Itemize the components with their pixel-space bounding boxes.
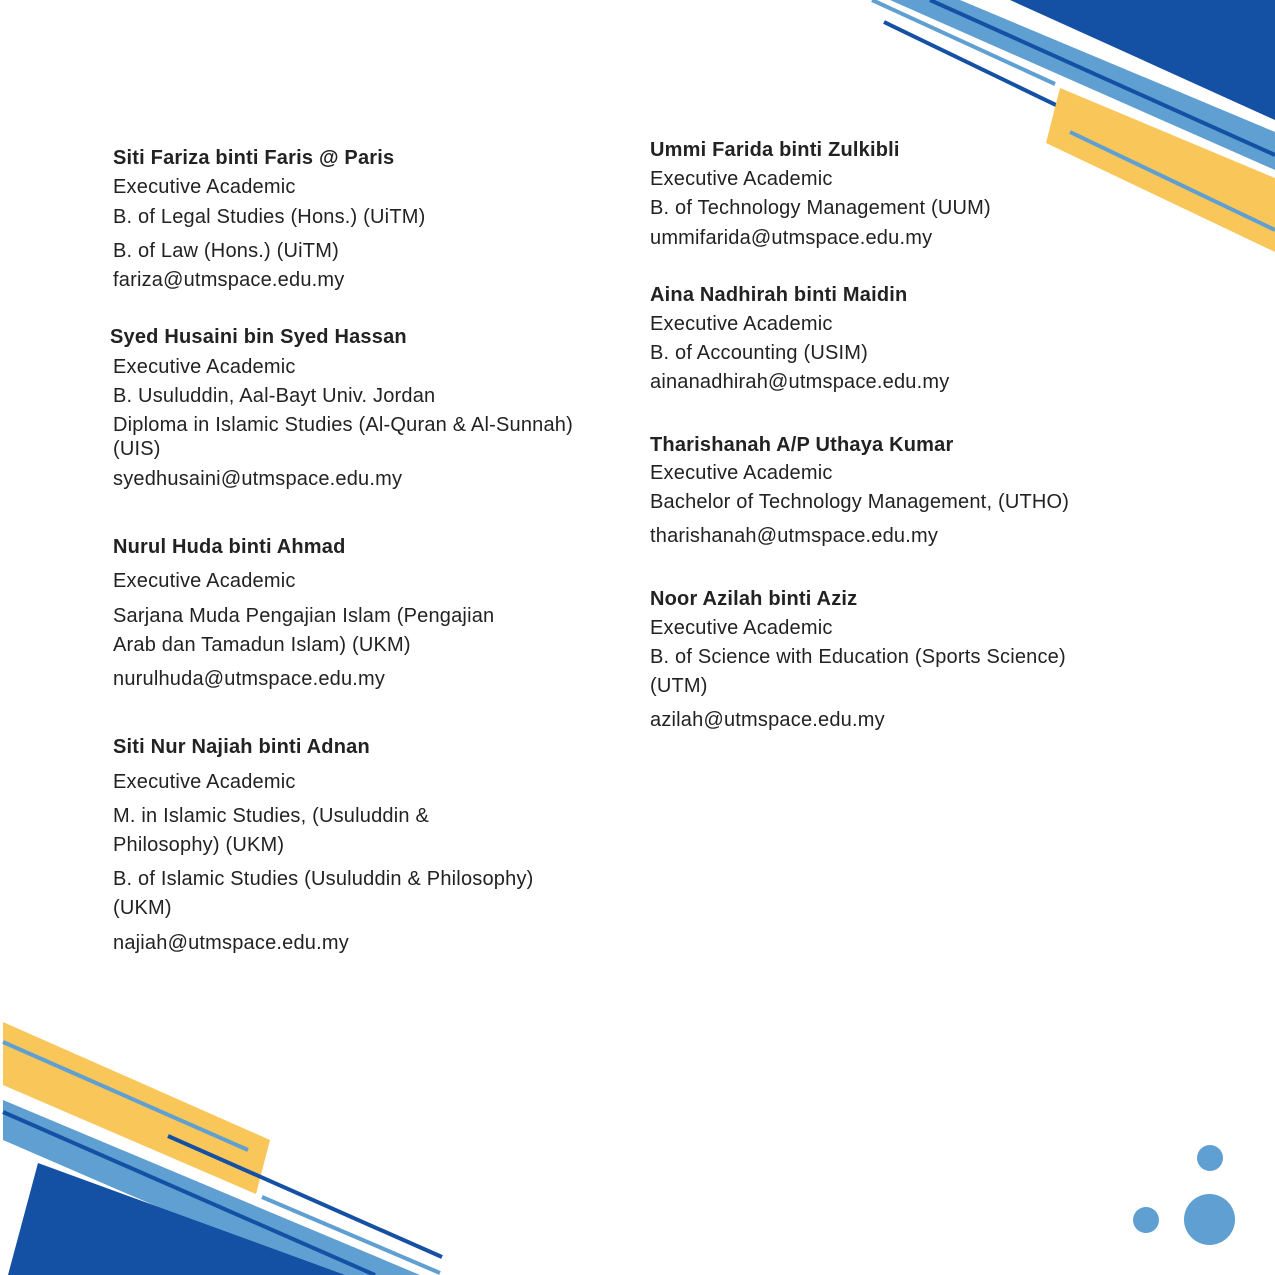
staff-qualification: Bachelor of Technology Management, (UTHO) [650,491,1070,513]
staff-email: tharishanah@utmspace.edu.my [650,525,939,547]
staff-qualification: B. of Accounting (USIM) [650,342,869,364]
staff-qualification: M. in Islamic Studies, (Usuluddin & [113,805,430,827]
small-dot-left [1133,1207,1159,1233]
staff-qualification: Sarjana Muda Pengajian Islam (Pengajian [113,605,495,627]
staff-email: najiah@utmspace.edu.my [113,932,349,954]
staff-email: fariza@utmspace.edu.my [113,269,345,291]
staff-role: Executive Academic [113,176,296,198]
staff-name: Aina Nadhirah binti Maidin [650,284,908,306]
staff-qualification: Arab dan Tamadun Islam) (UKM) [113,634,411,656]
staff-name: Ummi Farida binti Zulkibli [650,139,900,161]
staff-role: Executive Academic [113,570,296,592]
staff-qualification: Diploma in Islamic Studies (Al-Quran & Al-Sunnah) [113,414,573,436]
staff-qualification: B. of Technology Management (UUM) [650,197,991,219]
large-dot [1184,1194,1235,1245]
staff-qualification: B. of Islamic Studies (Usuluddin & Philosophy) [113,868,534,890]
staff-email: ainanadhirah@utmspace.edu.my [650,371,950,393]
staff-name: Tharishanah A/P Uthaya Kumar [650,434,954,456]
staff-name: Siti Fariza binti Faris @ Paris [113,147,395,169]
staff-qualification: B. Usuluddin, Aal-Bayt Univ. Jordan [113,385,436,407]
staff-role: Executive Academic [650,168,833,190]
staff-qualification: B. of Legal Studies (Hons.) (UiTM) [113,206,426,228]
staff-role: Executive Academic [650,617,833,639]
staff-qualification: (UIS) [113,438,161,460]
staff-role: Executive Academic [113,356,296,378]
staff-role: Executive Academic [113,771,296,793]
staff-email: syedhusaini@utmspace.edu.my [113,468,403,490]
staff-name: Siti Nur Najiah binti Adnan [113,736,370,758]
staff-email: nurulhuda@utmspace.edu.my [113,668,386,690]
staff-name: Syed Husaini bin Syed Hassan [110,326,407,348]
staff-qualification: (UKM) [113,897,172,919]
staff-role: Executive Academic [650,313,833,335]
staff-qualification: Philosophy) (UKM) [113,834,285,856]
staff-name: Noor Azilah binti Aziz [650,588,858,610]
staff-email: azilah@utmspace.edu.my [650,709,885,731]
staff-qualification: (UTM) [650,675,708,697]
staff-name: Nurul Huda binti Ahmad [113,536,346,558]
small-dot-top [1197,1145,1223,1171]
staff-qualification: B. of Science with Education (Sports Science) [650,646,1066,668]
staff-qualification: B. of Law (Hons.) (UiTM) [113,240,339,262]
staff-role: Executive Academic [650,462,833,484]
staff-email: ummifarida@utmspace.edu.my [650,227,933,249]
